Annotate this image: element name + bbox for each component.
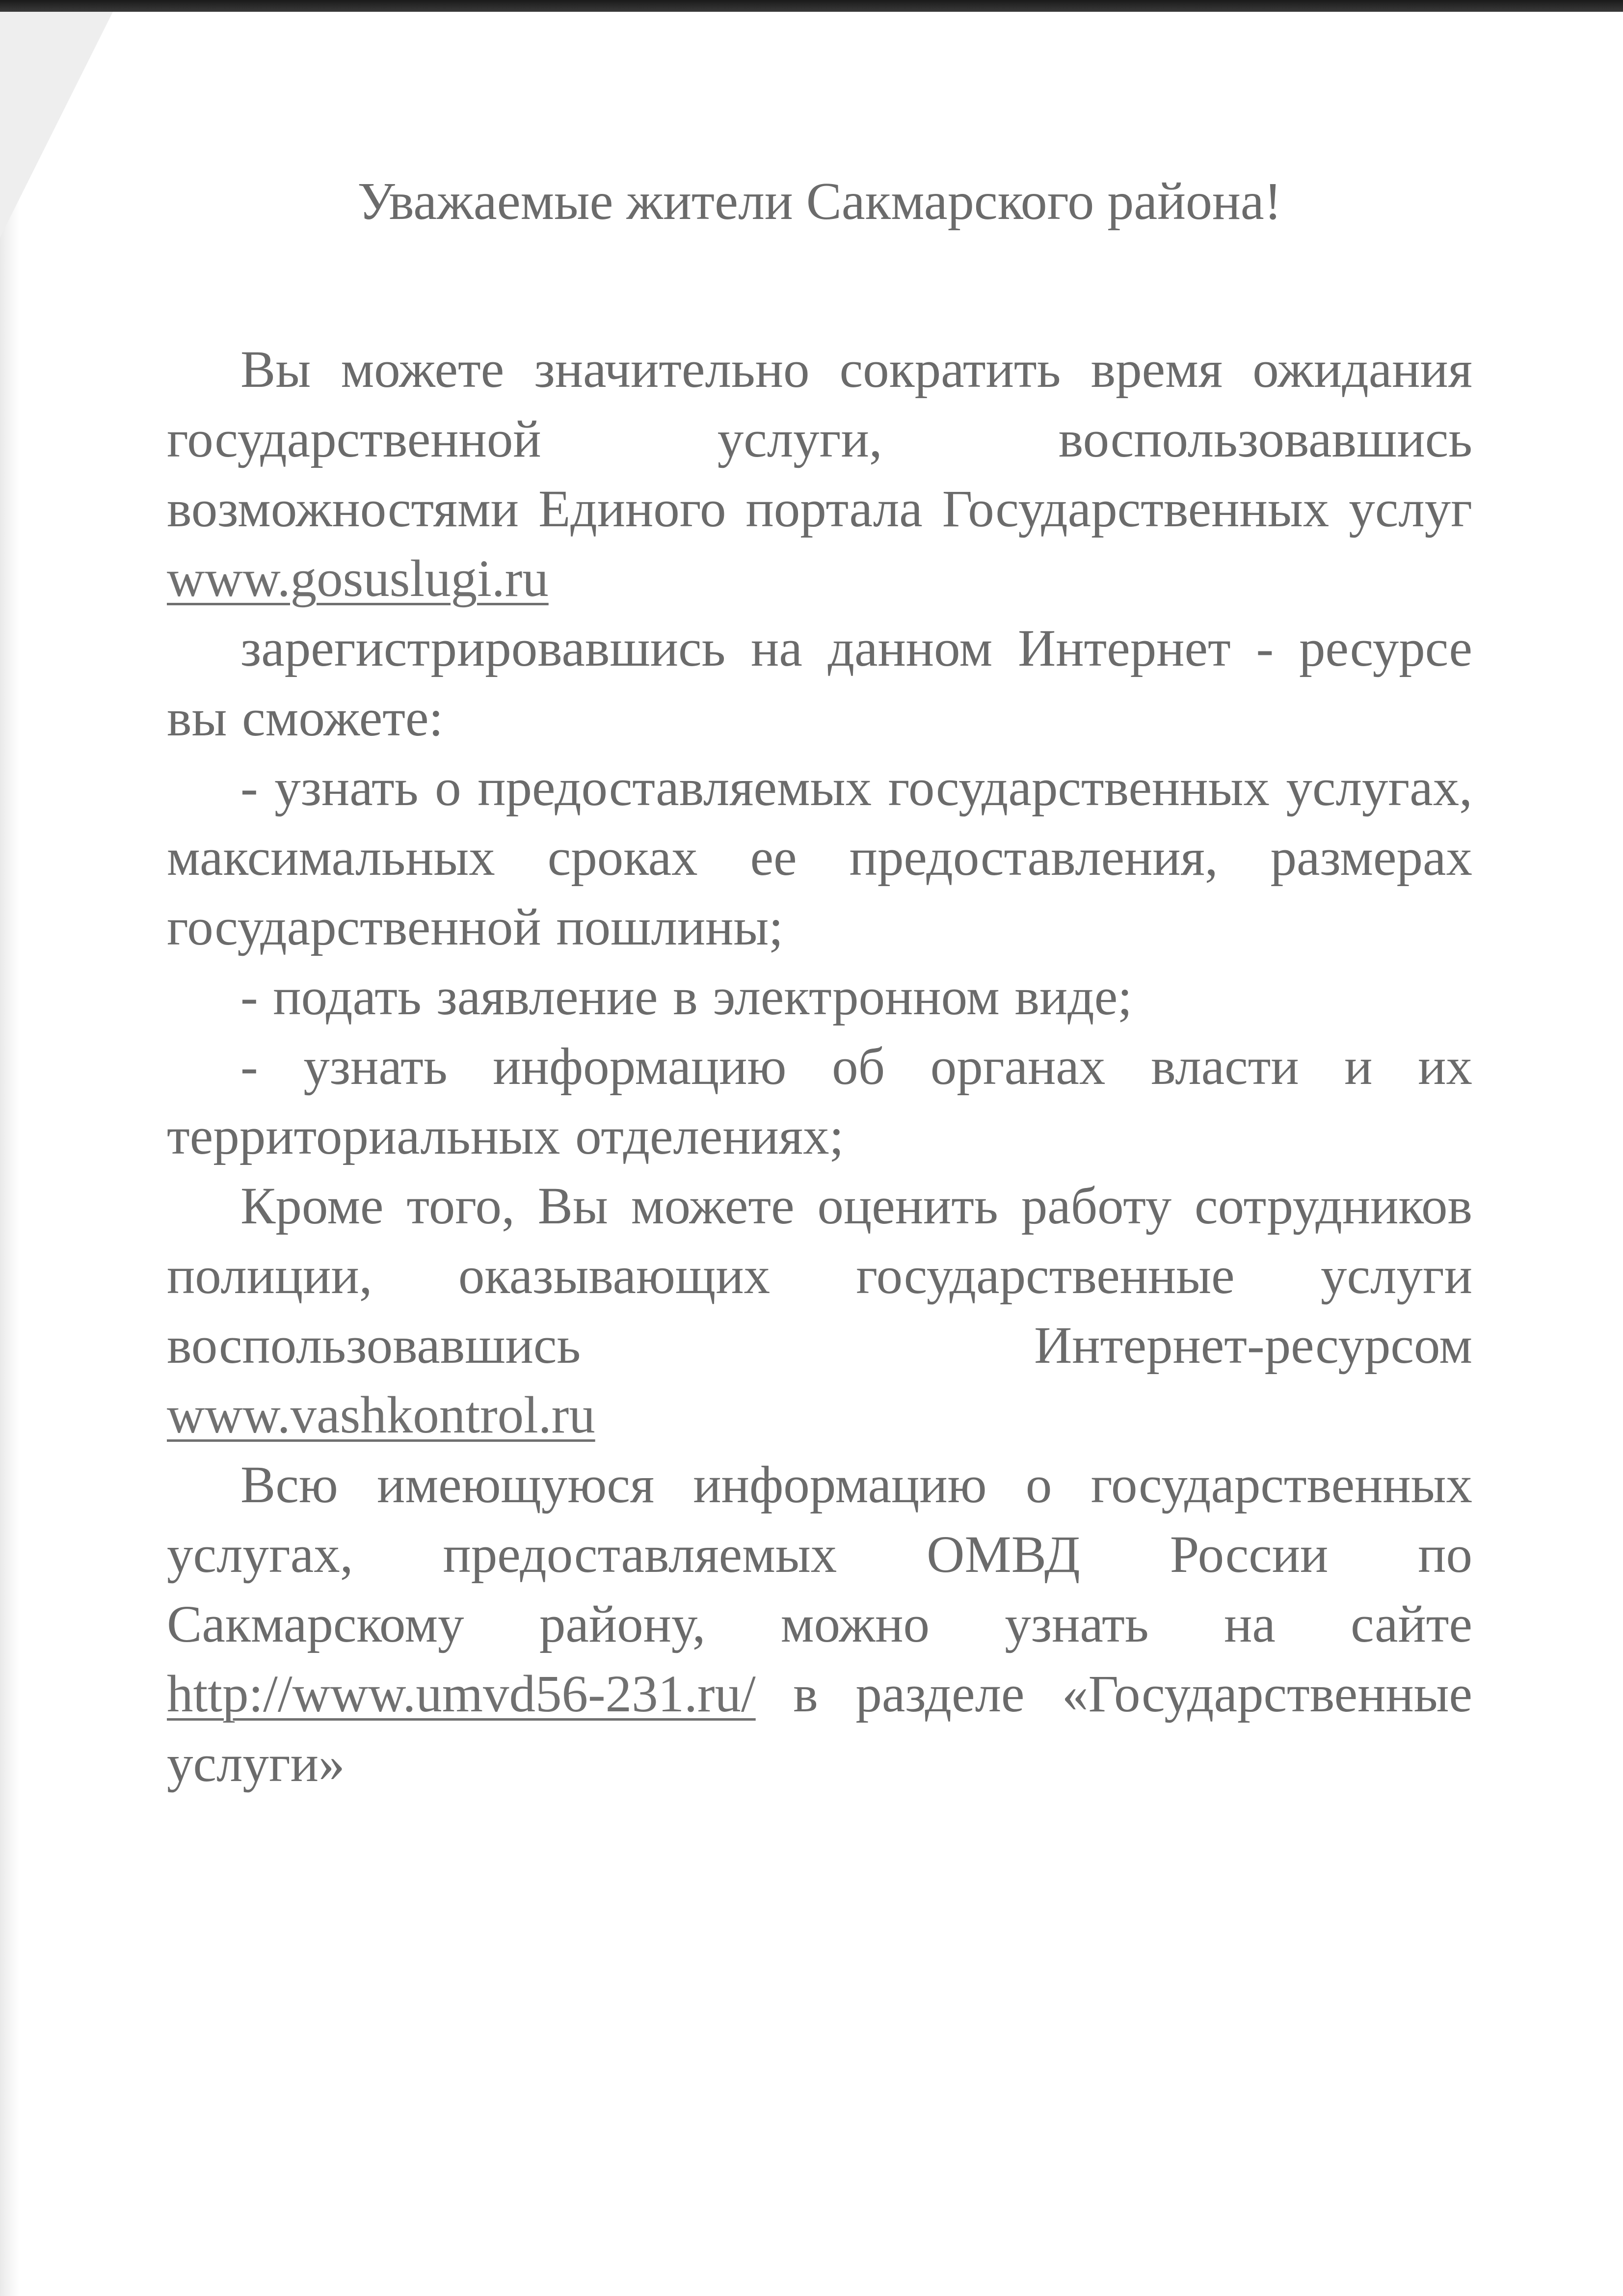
paragraph-vashkontrol-text: Кроме того, Вы можете оценить работу сотрудников полиции, оказывающих государственные услуги воспользовавшись Интернет-ресурсом <box>167 1177 1472 1375</box>
paragraph-umvd-tail: в разделе «Государственные услуги» <box>167 1665 1472 1793</box>
link-gosuslugi[interactable]: www.gosuslugi.ru <box>167 550 549 608</box>
paragraph-umvd-text: Всю имеющуюся информацию о государственных услугах, предоставляемых ОМВД России по Сакмарскому району, можно узнать на сайте <box>167 1456 1472 1653</box>
scan-left-edge <box>0 12 20 2296</box>
paragraph-vashkontrol <box>167 1171 1472 1450</box>
folded-corner <box>0 12 113 238</box>
paragraph-gosuslugi <box>167 335 1472 614</box>
bullet-learn-services: - узнать о предоставляемых государственных услугах, максимальных сроках ее предоставления, размерах государственной пошлины; <box>167 759 1472 956</box>
bullet-authorities-info: - узнать информацию об органах власти и их территориальных отделениях; <box>167 1038 1472 1165</box>
scan-top-edge <box>0 0 1623 12</box>
paragraph-gosuslugi-text: Вы можете значительно сократить время ожидания государственной услуги, воспользовавшись возможностями Единого портала Государственных услуг <box>167 341 1472 538</box>
paragraph-registration: зарегистрировавшись на данном Интернет - ресурсе вы сможете: <box>167 620 1472 747</box>
document-heading: Уважаемые жители Сакмарского района! <box>357 172 1282 231</box>
document-sheet <box>167 167 1472 1799</box>
bullet-submit-application: - подать заявление в электронном виде; <box>240 968 1132 1026</box>
link-vashkontrol[interactable]: www.vashkontrol.ru <box>167 1386 595 1444</box>
paragraph-umvd-site <box>167 1450 1472 1799</box>
link-umvd[interactable]: http://www.umvd56-231.ru/ <box>167 1665 756 1723</box>
